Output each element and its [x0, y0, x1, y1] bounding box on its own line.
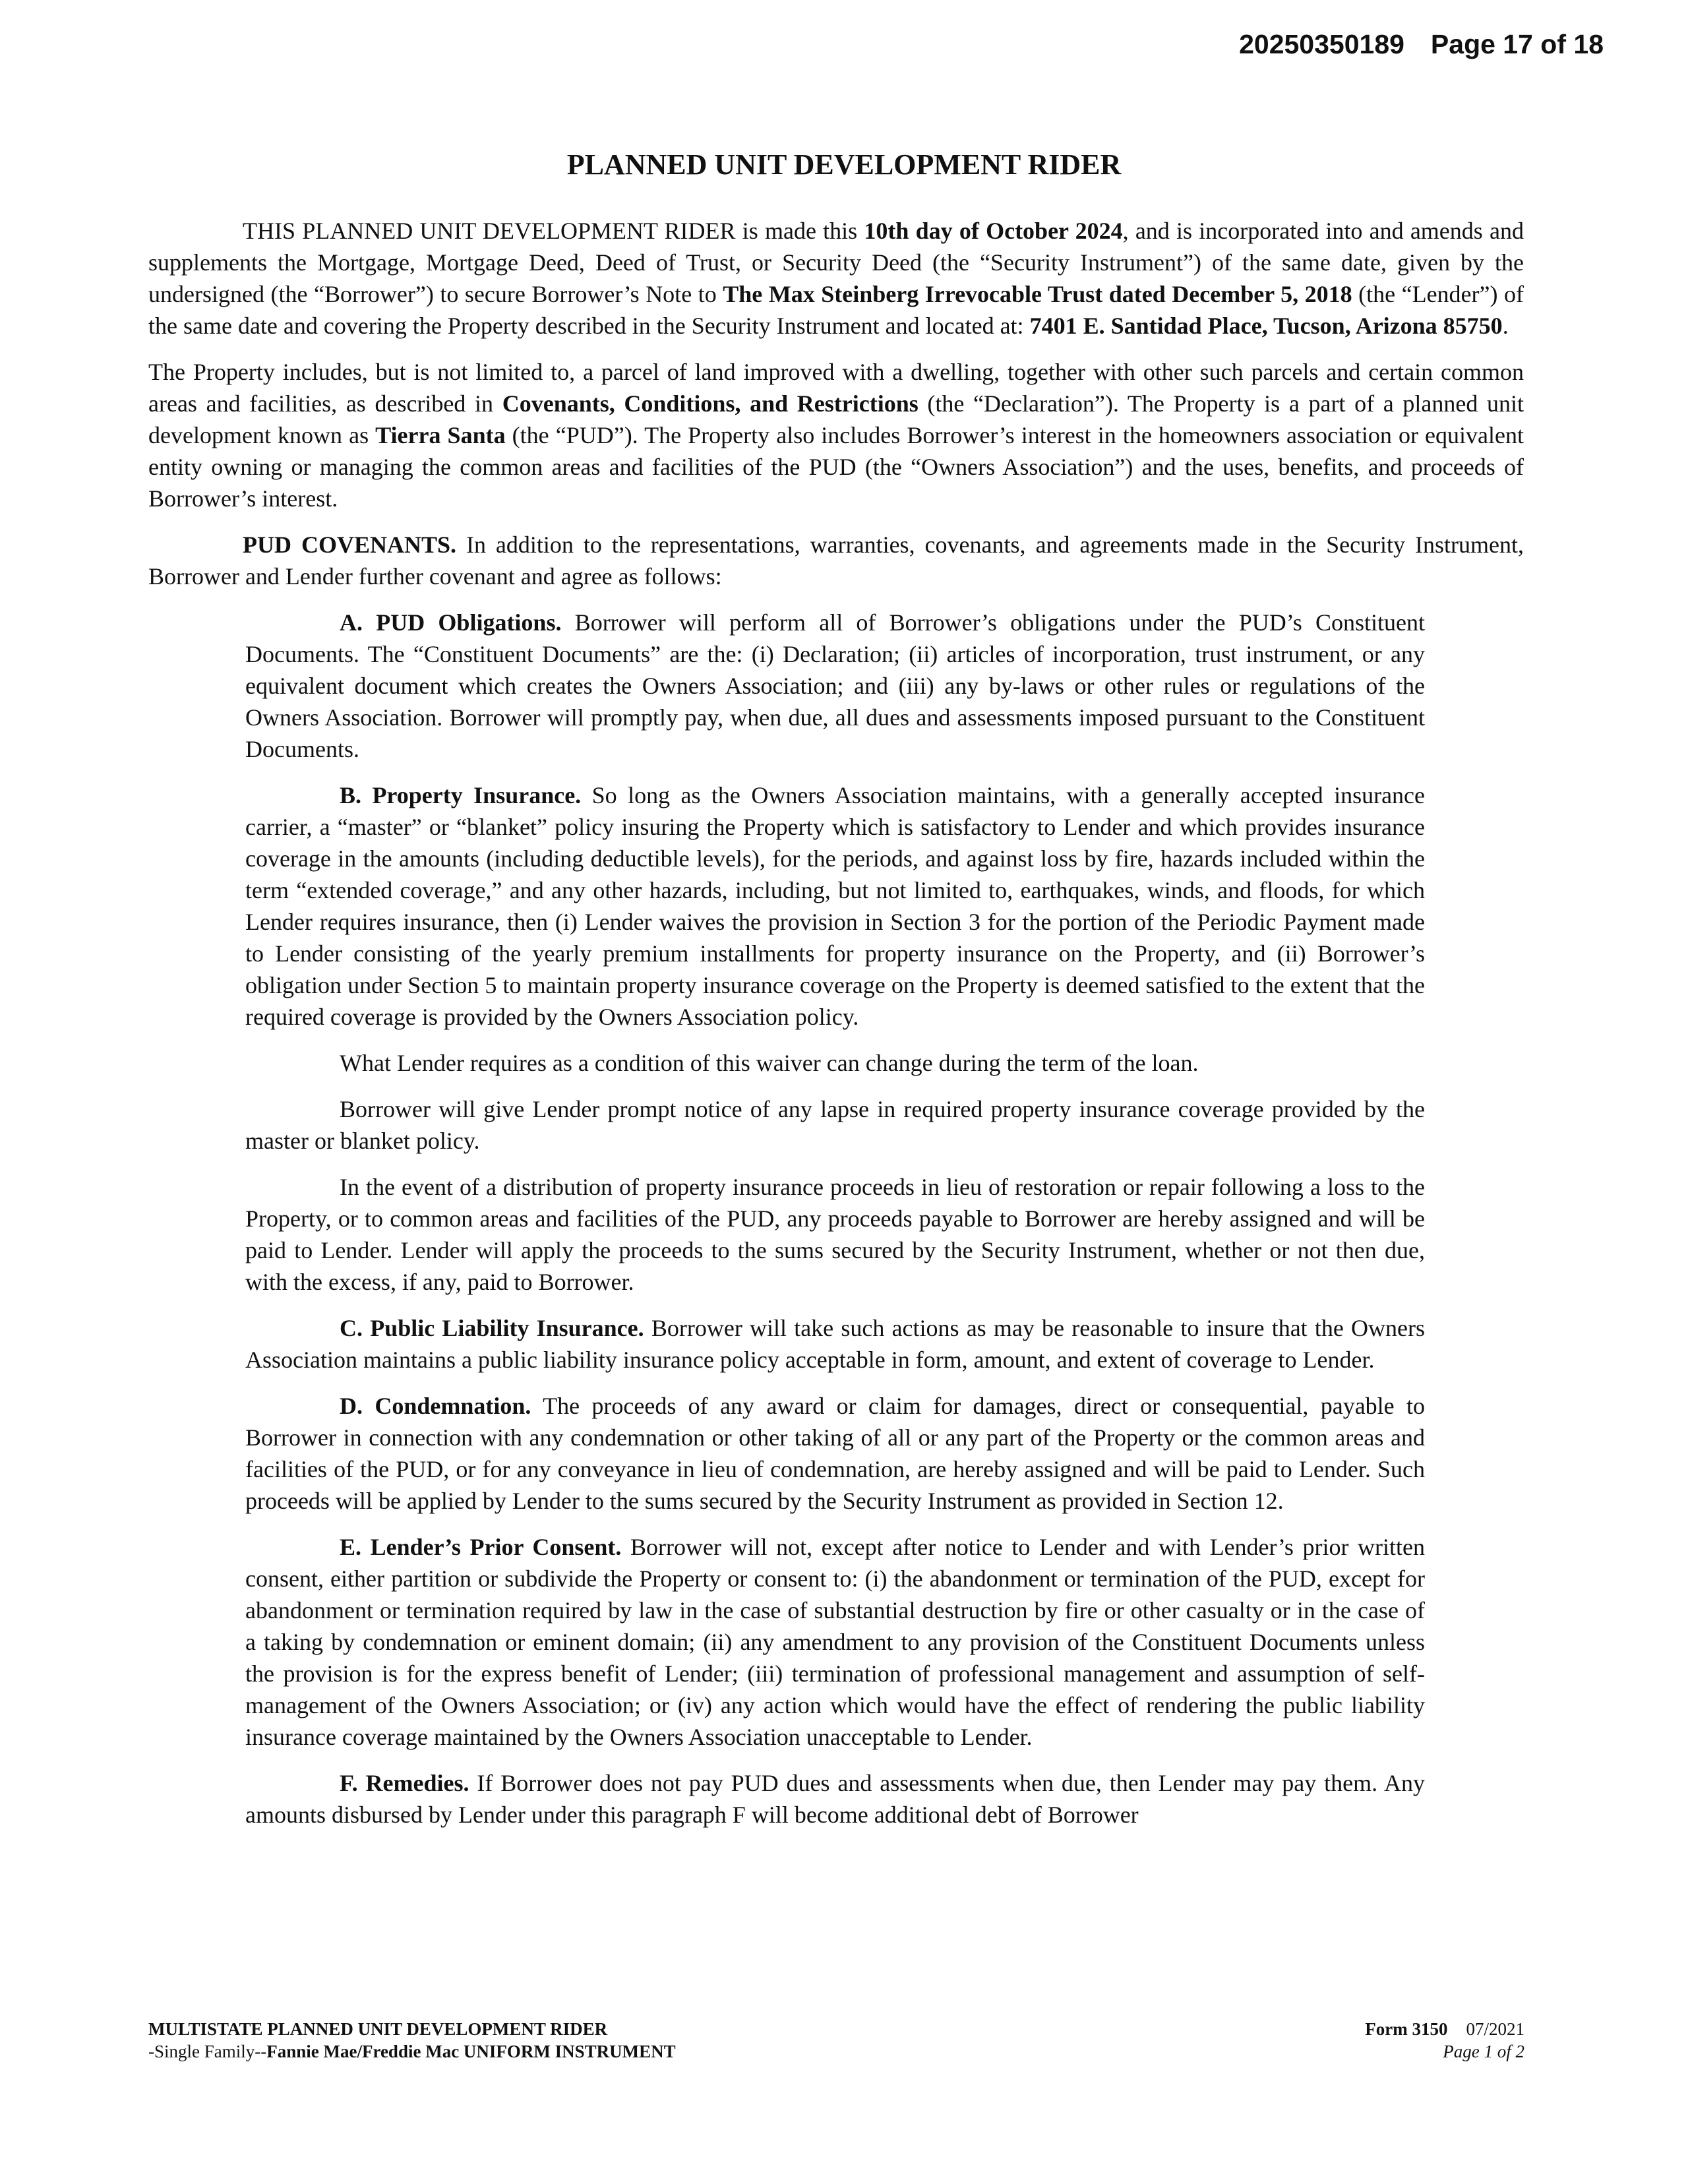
covenants-heading: PUD COVENANTS. — [243, 531, 456, 558]
section-f-heading: F. Remedies. — [340, 1770, 469, 1796]
footer-form-info — [1365, 2018, 1524, 2063]
document-number: 20250350189 — [1239, 29, 1404, 59]
property-text: (the “PUD”). The Property also includes Borrower’s interest in the homeowners association or equivalent entity owning or managing the common areas and facilities of the PUD (the “Owners Association”) and the uses, benefits, and proceeds of Borrower’s interest. — [148, 422, 1524, 512]
section-c — [245, 1312, 1425, 1376]
footer-page-number: Page 1 of 2 — [1443, 2042, 1524, 2061]
section-e — [245, 1531, 1425, 1753]
section-a — [245, 607, 1425, 765]
recording-header — [1239, 29, 1604, 60]
intro-text: THIS PLANNED UNIT DEVELOPMENT RIDER is made this — [243, 218, 864, 244]
document-body — [148, 215, 1524, 1845]
lender-name: The Max Steinberg Irrevocable Trust dated December 5, 2018 — [723, 281, 1352, 307]
section-a-heading: A. PUD Obligations. — [340, 609, 562, 636]
page-title: PLANNED UNIT DEVELOPMENT RIDER — [566, 148, 1122, 181]
intro-text: (the “Lender”) of the same date and covering the Property described in the Security Instrument and located at: — [148, 281, 1524, 339]
footer-form-line — [1365, 2018, 1524, 2040]
footer-family-type: -Single Family-- — [148, 2042, 267, 2061]
footer-instrument — [148, 2040, 676, 2063]
pud-name: Tierra Santa — [375, 422, 506, 448]
section-d — [245, 1390, 1425, 1517]
page-counter: Page 17 of 18 — [1430, 29, 1604, 59]
section-a-text: Borrower will perform all of Borrower’s obligations under the PUD’s Constituent Documents. The “Constituent Documents” are the: (i) Declaration; (ii) articles of incorporation, trust instrument, or any equivalent document which creates the Owners Association; and (iii) any by-laws or other rules or regulations of the Owners Association. Borrower will promptly pay, when due, all dues and assessments imposed pursuant to the Constituent Documents. — [245, 609, 1425, 762]
covenants-text: In addition to the representations, warranties, covenants, and agreements made in the Security Instrument, Borrower and Lender further covenant and agree as follows: — [148, 531, 1524, 590]
section-b-waiver: What Lender requires as a condition of this waiver can change during the term of the loan. — [340, 1050, 1199, 1076]
footer-uniform-instrument: Fannie Mae/Freddie Mac UNIFORM INSTRUMENT — [266, 2042, 676, 2061]
property-text: (the “Declaration”). The Property is a part of a planned unit development known as — [148, 390, 1524, 448]
covenants-paragraph — [148, 529, 1524, 592]
section-b-heading: B. Property Insurance. — [340, 782, 582, 808]
property-text: The Property includes, but is not limited to, a parcel of land improved with a dwelling, together with other such parcels and certain common areas and facilities, as described in — [148, 359, 1524, 417]
covenant-sections — [245, 607, 1425, 1831]
section-b — [245, 779, 1425, 1033]
section-e-text: Borrower will not, except after notice to Lender and with Lender’s prior written consent, either partition or subdivide the Property or consent to: (i) the abandonment or termination of the PUD, except for abandonment or termination required by law in the case of substantial destruction by fire or other casualty or in the case of a taking by condemnation or eminent domain; (ii) any amendment to any provision of the Constituent Documents unless the provision is for the express benefit of Lender; (iii) termination of professional management and assumption of self-management of the Owners Association; or (iv) any action which would have the effect of rendering the public liability insurance coverage maintained by the Owners Association unacceptable to Lender. — [245, 1534, 1425, 1750]
form-date: 07/2021 — [1466, 2019, 1524, 2039]
rider-date: 10th day of October 2024 — [864, 218, 1123, 244]
intro-text: . — [1502, 313, 1509, 339]
section-f-text: If Borrower does not pay PUD dues and assessments when due, then Lender may pay them. Any amounts disbursed by Lender under this paragraph F will become additional debt of Borrower — [245, 1770, 1425, 1828]
section-b-text: So long as the Owners Association maintains, with a generally accepted insurance carrier, a “master” or “blanket” policy insuring the Property which is satisfactory to Lender and which provides insurance coverage in the amounts (including deductible levels), for the periods, and against loss by fire, hazards included within the term “extended coverage,” and any other hazards, including, but not limited to, earthquakes, winds, and floods, for which Lender requires insurance, then (i) Lender waives the provision in Section 3 for the portion of the Periodic Payment made to Lender consisting of the yearly premium installments for property insurance on the Property, and (ii) Borrower’s obligation under Section 5 to maintain property insurance coverage on the Property is deemed satisfied to the extent that the required coverage is provided by the Owners Association policy. — [245, 782, 1426, 1030]
section-f — [245, 1767, 1425, 1831]
declaration-title: Covenants, Conditions, and Restrictions — [502, 390, 919, 417]
section-c-text: Borrower will take such actions as may be reasonable to insure that the Owners Association maintains a public liability insurance policy acceptable in form, amount, and extent of coverage to Lender. — [245, 1315, 1426, 1373]
section-d-text: The proceeds of any award or claim for damages, direct or consequential, payable to Borrower in connection with any condemnation or other taking of all or any part of the Property or the common areas and facilities of the PUD, or for any conveyance in lieu of condemnation, are hereby assigned and will be paid to Lender. Such proceeds will be applied by Lender to the sums secured by the Security Instrument as provided in Section 12. — [245, 1393, 1426, 1514]
intro-paragraph — [148, 215, 1524, 342]
section-d-heading: D. Condemnation. — [340, 1393, 531, 1419]
intro-text: , and is incorporated into and amends and supplements the Mortgage, Mortgage Deed, Deed of Trust, or Security Deed (the “Security Instrument”) of the same date, given by the undersigned (the “Borrower”) to secure Borrower’s Note to — [148, 218, 1524, 307]
footer-form-title — [148, 2018, 676, 2063]
section-b-notice: Borrower will give Lender prompt notice of any lapse in required property insurance coverage provided by the master or blanket policy. — [245, 1096, 1425, 1154]
section-c-heading: C. Public Liability Insurance. — [340, 1315, 644, 1341]
section-b-proceeds: In the event of a distribution of property insurance proceeds in lieu of restoration or repair following a loss to the Property, or to common areas and facilities of the PUD, any proceeds payable to Borrower are hereby assigned and will be paid to Lender. Lender will apply the proceeds to the sums secured by the Security Instrument, whether or not then due, with the excess, if any, paid to Borrower. — [245, 1174, 1425, 1295]
footer-rider-name: MULTISTATE PLANNED UNIT DEVELOPMENT RIDER — [148, 2019, 608, 2039]
section-e-heading: E. Lender’s Prior Consent. — [340, 1534, 622, 1560]
property-address: 7401 E. Santidad Place, Tucson, Arizona 85750 — [1029, 313, 1503, 339]
form-number: Form 3150 — [1365, 2019, 1448, 2039]
property-paragraph — [148, 356, 1524, 514]
